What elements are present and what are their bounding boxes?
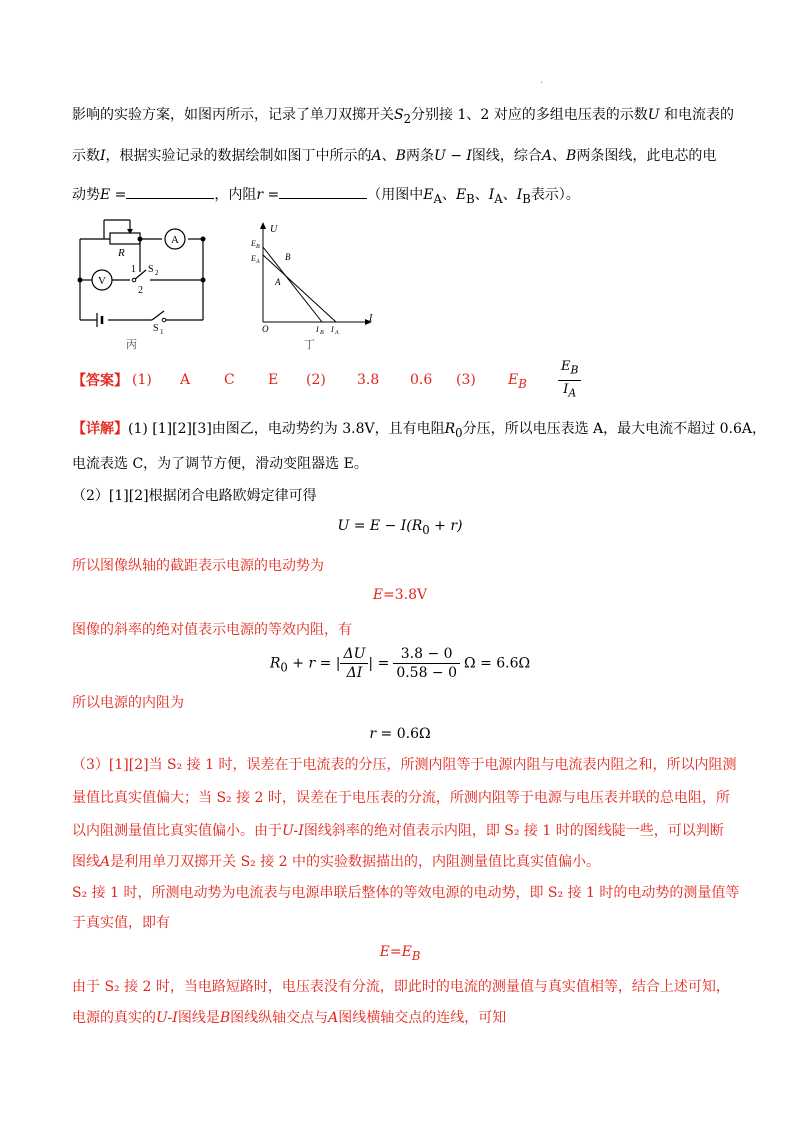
equation-5 <box>0 944 800 963</box>
text: = <box>389 944 402 960</box>
eb-sub: B <box>256 244 260 250</box>
line-b-label: B <box>285 252 291 262</box>
figure-caption-bing: 丙 <box>126 338 137 351</box>
text: | = <box>368 655 390 672</box>
equation-3 <box>0 645 800 682</box>
text: ，内阻 <box>214 187 257 203</box>
junction <box>138 237 143 242</box>
ia-sub: A <box>335 330 339 336</box>
intro-line-3 <box>72 184 580 206</box>
u-axis-label: U <box>270 224 278 235</box>
junction <box>201 278 206 283</box>
ea-sub: A <box>256 259 260 265</box>
terminal-2-label: 2 <box>138 285 143 296</box>
text: 和电流表的 <box>659 107 734 123</box>
equation-1 <box>0 518 800 537</box>
s1-label: S <box>153 323 159 334</box>
var-r: r = <box>256 187 280 203</box>
detail-line-6: 所以电源的内阻为 <box>72 695 184 711</box>
origin-label: O <box>262 324 269 334</box>
text: 、 <box>474 187 489 203</box>
answer-item: C <box>224 372 235 388</box>
var-a: A <box>541 148 553 164</box>
answer-item: (3) <box>456 372 476 388</box>
junction <box>78 278 83 283</box>
var-u: U <box>647 107 660 123</box>
var: R <box>269 655 281 672</box>
line-a <box>263 255 336 322</box>
u-axis-arrow <box>260 222 266 229</box>
junction <box>201 237 206 242</box>
answer-item: 0.6 <box>410 372 433 388</box>
line-a-label: A <box>275 277 281 287</box>
detail-line-7: （3）[1][2]当 S₂ 接 1 时，误差在于电流表的分压，所测内阻等于电源内阻与电流表内阻之和，所以内阻测 <box>72 757 737 773</box>
switch-pivot <box>132 278 136 282</box>
eb-label: E <box>251 239 256 248</box>
sub: 0 <box>280 660 288 675</box>
var: I <box>488 187 495 203</box>
var: E <box>379 944 390 960</box>
answer-item: (1) <box>132 372 152 388</box>
var: U-I <box>282 823 304 839</box>
var: A <box>328 1010 339 1026</box>
text: 图线是 <box>177 1010 220 1026</box>
text: 图线横轴交点的连线，可知 <box>338 1010 507 1026</box>
answer-blank-e[interactable] <box>126 184 214 199</box>
rheostat-label: R <box>118 247 125 259</box>
answer-blank-r[interactable] <box>279 184 367 199</box>
ia-label: I <box>331 325 334 334</box>
text: 影响的实验方案，如图丙所示，记录了单刀双掷开关 <box>72 107 394 123</box>
text: =3.8V <box>383 587 428 603</box>
sub: B <box>522 191 531 206</box>
text: 表示）。 <box>530 187 580 203</box>
sub: B <box>518 376 527 391</box>
text: 图线 <box>72 854 100 870</box>
text: 、 <box>441 187 456 203</box>
detail-line-2: 电流表选 C，为了调节方便，滑动变阻器选 E。 <box>72 456 368 472</box>
text: 电源的真实的 <box>72 1010 156 1026</box>
detail-line-1 <box>72 418 766 440</box>
voltmeter-label: V <box>98 275 106 287</box>
detail-line-10 <box>72 851 600 871</box>
equation-4 <box>0 726 800 742</box>
delta-fraction <box>340 645 368 682</box>
circuit-diagram <box>72 212 212 352</box>
var-ui: U − I <box>433 148 472 164</box>
fraction-denominator: 0.58 − 0 <box>396 665 458 681</box>
sub: A <box>433 191 442 206</box>
detail-line-4: 所以图像纵轴的截距表示电源的电动势为 <box>72 558 324 574</box>
detail-line-5: 图像的斜率的绝对值表示电源的等效内阻，有 <box>72 622 352 638</box>
text: 是利用单刀双掷开关 S₂ 接 2 中的实验数据描出的，内阻测量值比真实值偏小。 <box>110 854 601 870</box>
text: 示数 <box>72 148 100 164</box>
fraction-numerator: 3.8 − 0 <box>393 645 460 664</box>
text: + r) <box>429 518 463 534</box>
answer-row <box>72 370 128 390</box>
var: E <box>401 944 412 960</box>
text: 分压，所以电压表选 A，最大电流不超过 0.6A， <box>462 421 766 437</box>
value-fraction <box>393 645 460 682</box>
var: E <box>423 187 434 203</box>
ammeter-label: A <box>171 234 179 246</box>
answer-item: E <box>268 372 279 388</box>
ui-graph <box>248 218 378 343</box>
terminal-1-label: 1 <box>131 264 136 275</box>
text: 以内阻测量值比真实值偏小。由于 <box>72 823 282 839</box>
fraction-numerator: ΔU <box>340 645 368 664</box>
detail-line-12: 于真实值，即有 <box>72 915 170 931</box>
var-b: B <box>566 148 577 164</box>
detail-line-9 <box>72 820 724 840</box>
var: U-I <box>156 1010 178 1026</box>
text: 两条图线，此电芯的电 <box>576 148 717 164</box>
sub: B <box>570 363 579 377</box>
fraction-numerator <box>558 358 581 381</box>
ea-label: E <box>251 254 256 263</box>
s2-sub: 2 <box>155 269 159 277</box>
intro-line-2 <box>72 145 716 165</box>
var: E <box>372 587 384 603</box>
switch-pivot <box>162 318 166 322</box>
text: 、 <box>502 187 517 203</box>
sub: 2 <box>403 111 412 126</box>
text: （用图中 <box>367 187 424 203</box>
text: + r = | <box>287 655 341 672</box>
text: 、 <box>552 148 567 164</box>
text: 图线斜率的绝对值表示内阻，即 S₂ 接 1 时的图线陡一些，可以判断 <box>303 823 724 839</box>
sub: A <box>494 191 503 206</box>
detail-line-11: S₂ 接 1 时，所测电动势为电流表与电源串联后整体的等效电源的电动势，即 S₂ 接 1 时的电动势的测量值等 <box>72 885 740 901</box>
text: 分别接 1、2 对应的多组电压表的示数 <box>411 107 648 123</box>
detail-label: 【详解】 <box>72 421 128 437</box>
detail-line-8: 量值比真实值偏大；当 S₂ 接 2 时，误差在于电压表的分流，所测内阻等于电源与电压表并联的总电阻，所 <box>72 790 730 806</box>
figure-caption-ding: 丁 <box>304 338 315 351</box>
answer-fraction <box>558 358 581 402</box>
equation-2 <box>0 587 800 603</box>
detail-line-14 <box>72 1007 506 1027</box>
sub: B <box>466 191 475 206</box>
fraction-denominator: ΔI <box>346 665 363 681</box>
i-axis-label: I <box>369 313 373 324</box>
text: = 0.6Ω <box>376 726 431 742</box>
var: I <box>563 381 569 397</box>
var: B <box>219 1010 231 1026</box>
text: 两条 <box>405 148 434 164</box>
answer-item: (2) <box>306 372 326 388</box>
var: E <box>508 372 519 388</box>
var-e: E = <box>100 187 127 203</box>
intro-line-1 <box>72 104 734 126</box>
line-b <box>263 247 322 322</box>
sub: 0 <box>422 522 430 537</box>
var: U <box>337 518 350 534</box>
var: E <box>455 187 467 203</box>
text: Ω = 6.6Ω <box>464 655 531 672</box>
answer-label: 【答案】 <box>72 373 128 389</box>
var: I <box>516 187 523 203</box>
text: = E − I(R <box>349 518 423 534</box>
var-i: I <box>100 148 106 164</box>
text: 图线纵轴交点与 <box>230 1010 329 1026</box>
answer-item: 3.8 <box>357 372 380 388</box>
fraction-denominator <box>558 381 581 403</box>
var-b: B <box>395 148 406 164</box>
sub: B <box>411 948 421 963</box>
var: R <box>444 421 456 437</box>
s1-sub: 1 <box>160 328 164 336</box>
detail-line-3: （2）[1][2]根据闭合电路欧姆定律可得 <box>72 488 317 504</box>
sub: A <box>568 386 577 400</box>
page-marker: · <box>540 78 544 89</box>
text: 动势 <box>72 187 100 203</box>
var-a: A <box>371 148 382 164</box>
answer-eb <box>508 372 527 391</box>
text: ，根据实验记录的数据绘制如图丁中所示的 <box>105 148 372 164</box>
var: A <box>100 854 111 870</box>
ib-label: I <box>316 325 319 334</box>
answer-item: A <box>180 372 191 388</box>
sub: 0 <box>455 425 463 440</box>
detail-line-13: 由于 S₂ 接 2 时，当电路短路时，电压表没有分流，即此时的电流的测量值与真实值相等，结合上述可知， <box>72 979 730 995</box>
var: r <box>369 726 377 742</box>
var-s: S <box>394 107 404 123</box>
s2-label: S <box>148 264 154 275</box>
text: 、 <box>381 148 396 164</box>
text: (1) [1][2][3]由图乙，电动势约为 3.8V，且有电阻 <box>128 421 445 437</box>
text: 图线，综合 <box>471 148 542 164</box>
ib-sub: B <box>320 330 324 336</box>
var: E <box>561 359 571 374</box>
